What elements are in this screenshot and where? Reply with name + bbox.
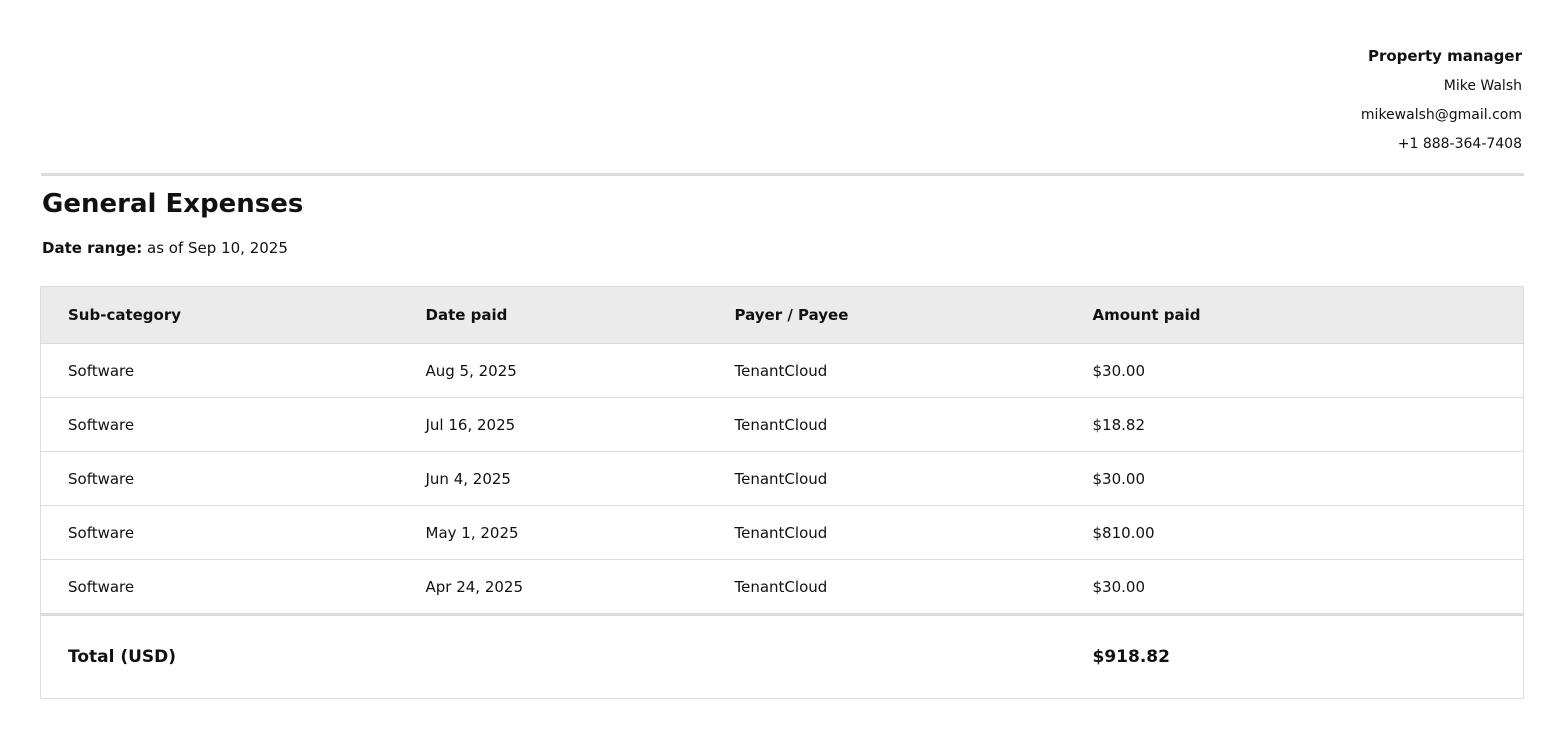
table-row <box>41 560 1524 615</box>
table-header-row <box>41 287 1524 344</box>
cell-amount-paid: $30.00 <box>1066 344 1524 398</box>
cell-payer-payee: TenantCloud <box>708 560 1066 615</box>
date-range <box>42 238 288 258</box>
column-header-payer-payee: Payer / Payee <box>708 287 1066 344</box>
cell-date-paid: Jul 16, 2025 <box>399 398 708 452</box>
cell-payer-payee: TenantCloud <box>708 344 1066 398</box>
total-row <box>41 615 1524 699</box>
cell-date-paid: May 1, 2025 <box>399 506 708 560</box>
property-manager-info <box>1361 46 1522 163</box>
table-row <box>41 506 1524 560</box>
manager-phone: +1 888-364-7408 <box>1397 136 1522 152</box>
property-manager-label: Property manager <box>1367 47 1522 65</box>
table-row <box>41 398 1524 452</box>
cell-sub-category: Software <box>41 344 399 398</box>
cell-amount-paid: $18.82 <box>1066 398 1524 452</box>
cell-sub-category: Software <box>41 506 399 560</box>
manager-name: Mike Walsh <box>1443 78 1522 94</box>
cell-payer-payee: TenantCloud <box>708 452 1066 506</box>
cell-sub-category: Software <box>41 452 399 506</box>
total-label: Total (USD) <box>68 647 177 667</box>
cell-amount-paid: $810.00 <box>1066 506 1524 560</box>
cell-sub-category: Software <box>41 560 399 615</box>
cell-amount-paid: $30.00 <box>1066 560 1524 615</box>
column-header-amount-paid: Amount paid <box>1066 287 1524 344</box>
cell-amount-paid: $30.00 <box>1066 452 1524 506</box>
total-empty-cell <box>708 615 1066 699</box>
cell-date-paid: Apr 24, 2025 <box>399 560 708 615</box>
cell-payer-payee: TenantCloud <box>708 506 1066 560</box>
total-empty-cell <box>399 615 708 699</box>
date-range-label: Date range: <box>42 239 143 257</box>
column-header-sub-category: Sub-category <box>41 287 399 344</box>
cell-payer-payee: TenantCloud <box>708 398 1066 452</box>
total-value: $918.82 <box>1092 647 1170 667</box>
column-header-date-paid: Date paid <box>399 287 708 344</box>
cell-sub-category: Software <box>41 398 399 452</box>
header-divider <box>41 173 1524 176</box>
table-row <box>41 452 1524 506</box>
report-title: General Expenses <box>42 189 304 219</box>
cell-date-paid: Jun 4, 2025 <box>399 452 708 506</box>
cell-date-paid: Aug 5, 2025 <box>399 344 708 398</box>
table-row <box>41 344 1524 398</box>
manager-email: mikewalsh@gmail.com <box>1360 107 1522 123</box>
expenses-table <box>40 286 1524 699</box>
date-range-value: as of Sep 10, 2025 <box>147 239 288 257</box>
